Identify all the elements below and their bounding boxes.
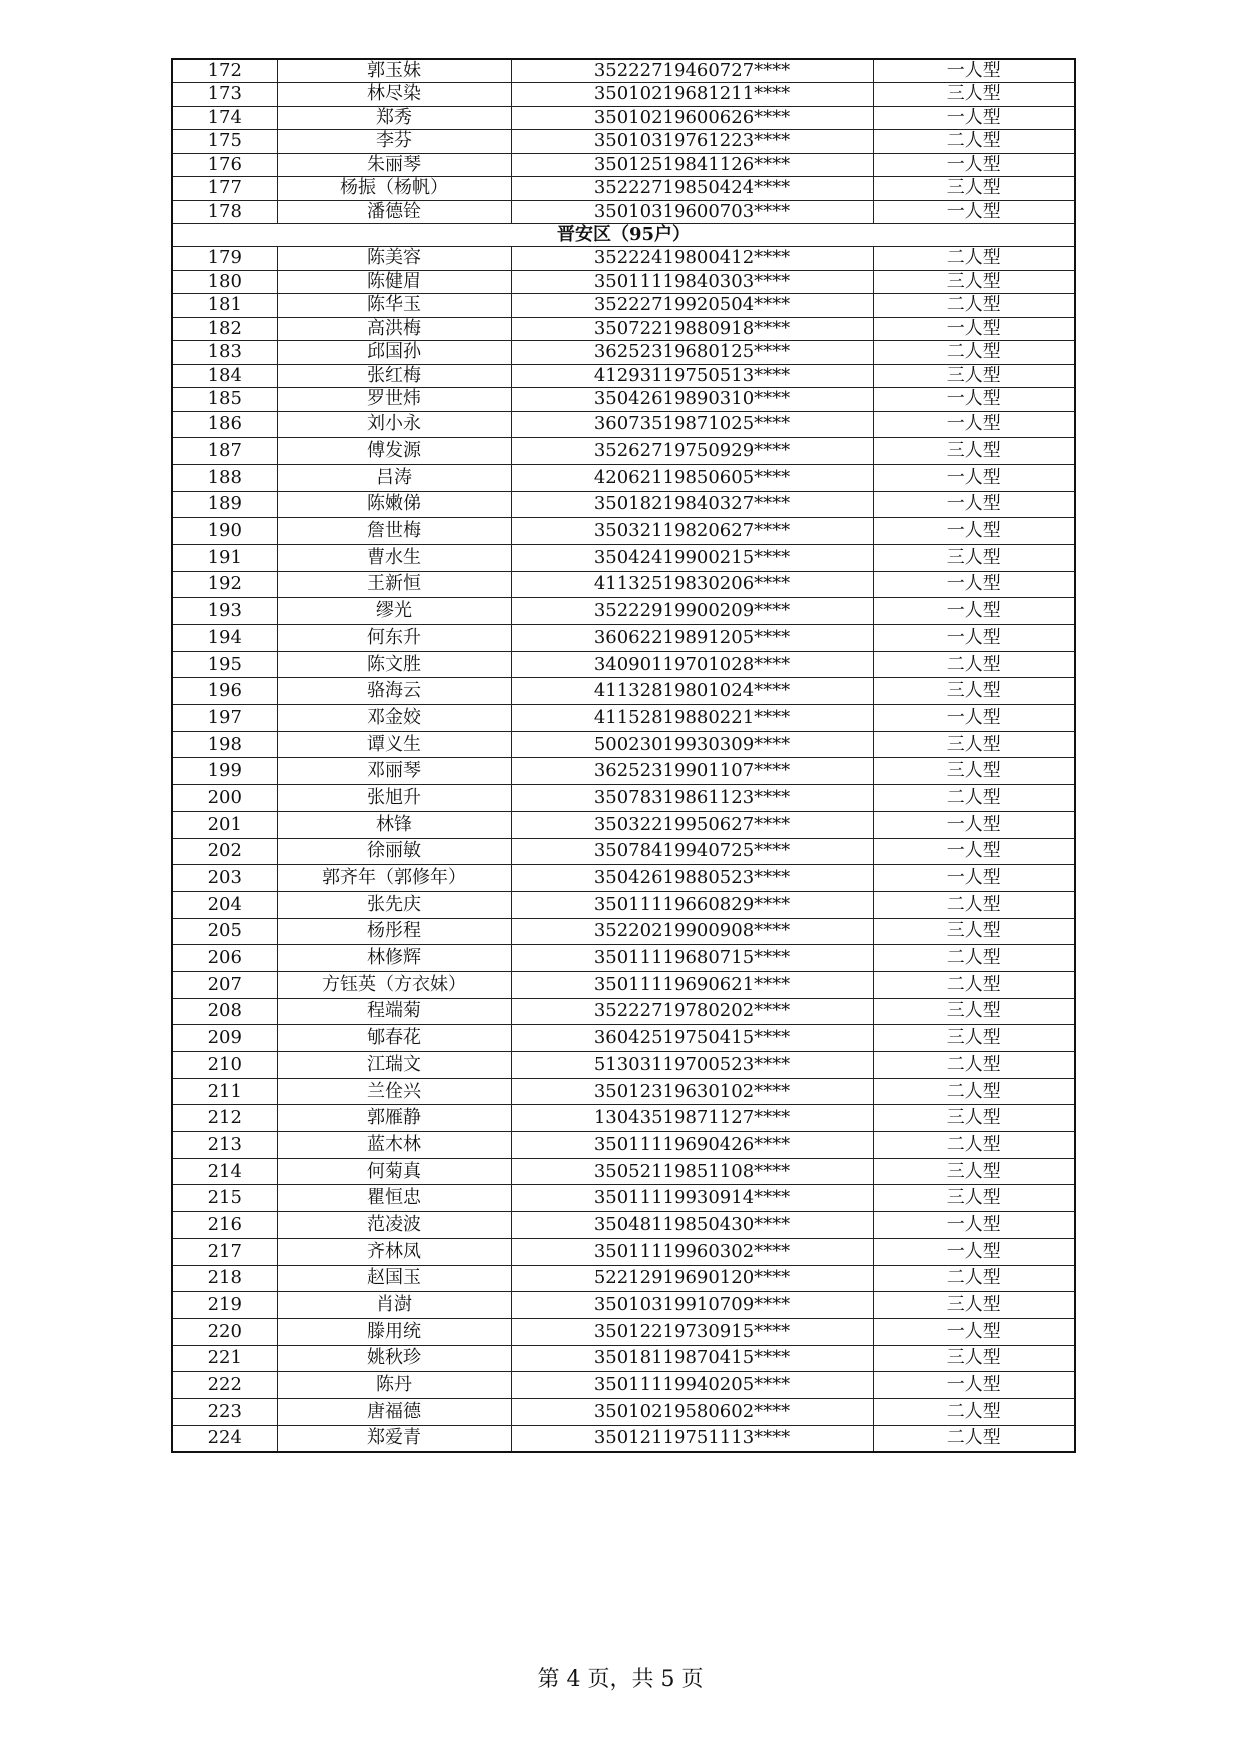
row-household-type: 一人型 (873, 518, 1075, 545)
row-household-type: 三人型 (873, 998, 1075, 1025)
row-name: 李芬 (277, 130, 511, 154)
row-number: 199 (172, 758, 277, 785)
row-id-number: 35220219900908**** (511, 918, 873, 945)
roster-body (172, 59, 1075, 1452)
row-id-number: 35032119820627**** (511, 518, 873, 545)
row-id-number: 35011119680715**** (511, 945, 873, 972)
row-id-number: 35012319630102**** (511, 1078, 873, 1105)
table-row (172, 411, 1075, 438)
row-household-type: 三人型 (873, 438, 1075, 465)
row-household-type: 一人型 (873, 200, 1075, 224)
row-household-type: 二人型 (873, 945, 1075, 972)
row-id-number: 35012519841126**** (511, 153, 873, 177)
row-name: 陈文胜 (277, 651, 511, 678)
row-name: 郭玉妹 (277, 59, 511, 83)
row-household-type: 一人型 (873, 1212, 1075, 1239)
row-name: 何菊真 (277, 1158, 511, 1185)
row-number: 209 (172, 1025, 277, 1052)
row-number: 194 (172, 625, 277, 652)
row-household-type: 一人型 (873, 598, 1075, 625)
row-number: 186 (172, 411, 277, 438)
row-number: 178 (172, 200, 277, 224)
row-id-number: 35042619890310**** (511, 388, 873, 412)
row-number: 193 (172, 598, 277, 625)
row-id-number: 36042519750415**** (511, 1025, 873, 1052)
row-household-type: 二人型 (873, 1052, 1075, 1079)
row-household-type: 一人型 (873, 464, 1075, 491)
row-name: 郇春花 (277, 1025, 511, 1052)
table-row (172, 678, 1075, 705)
row-id-number: 35011119940205**** (511, 1372, 873, 1399)
row-id-number: 35262719750929**** (511, 438, 873, 465)
row-household-type: 二人型 (873, 1425, 1075, 1452)
row-id-number: 35010219600626**** (511, 106, 873, 130)
table-row (172, 1052, 1075, 1079)
row-name: 陈丹 (277, 1372, 511, 1399)
row-id-number: 35032219950627**** (511, 811, 873, 838)
table-row (172, 177, 1075, 201)
row-name: 曹水生 (277, 544, 511, 571)
row-name: 林锋 (277, 811, 511, 838)
row-name: 缪光 (277, 598, 511, 625)
table-row (172, 200, 1075, 224)
row-id-number: 52212919690120**** (511, 1265, 873, 1292)
row-number: 190 (172, 518, 277, 545)
row-id-number: 35018219840327**** (511, 491, 873, 518)
row-name: 程端菊 (277, 998, 511, 1025)
row-household-type: 一人型 (873, 1318, 1075, 1345)
row-id-number: 35048119850430**** (511, 1212, 873, 1239)
row-number: 204 (172, 891, 277, 918)
row-id-number: 35010319600703**** (511, 200, 873, 224)
row-name: 王新恒 (277, 571, 511, 598)
page-footer: 第 4 页，共 5 页 (537, 1667, 704, 1692)
table-row (172, 270, 1075, 294)
row-name: 骆海云 (277, 678, 511, 705)
row-id-number: 35222719920504**** (511, 294, 873, 318)
row-household-type: 二人型 (873, 1398, 1075, 1425)
table-row (172, 971, 1075, 998)
table-row (172, 838, 1075, 865)
table-row (172, 1132, 1075, 1159)
row-household-type: 二人型 (873, 1078, 1075, 1105)
table-row (172, 811, 1075, 838)
table-row (172, 758, 1075, 785)
table-row (172, 1425, 1075, 1452)
table-row (172, 153, 1075, 177)
row-name: 谭义生 (277, 731, 511, 758)
row-id-number: 35222719460727**** (511, 59, 873, 83)
table-row (172, 1078, 1075, 1105)
row-id-number: 34090119701028**** (511, 651, 873, 678)
row-household-type: 一人型 (873, 1238, 1075, 1265)
row-number: 197 (172, 705, 277, 732)
row-number: 200 (172, 785, 277, 812)
row-id-number: 35012119751113**** (511, 1425, 873, 1452)
table-row (172, 544, 1075, 571)
row-household-type: 三人型 (873, 731, 1075, 758)
row-name: 罗世炜 (277, 388, 511, 412)
row-household-type: 一人型 (873, 571, 1075, 598)
row-name: 肖澍 (277, 1292, 511, 1319)
row-id-number: 35072219880918**** (511, 317, 873, 341)
row-household-type: 二人型 (873, 1132, 1075, 1159)
row-household-type: 一人型 (873, 388, 1075, 412)
row-name: 高洪梅 (277, 317, 511, 341)
row-id-number: 35011119960302**** (511, 1238, 873, 1265)
table-row (172, 651, 1075, 678)
section-title: 晋安区（95户） (172, 224, 1075, 247)
table-row (172, 865, 1075, 892)
row-id-number: 13043519871127**** (511, 1105, 873, 1132)
row-name: 林尽染 (277, 83, 511, 107)
table-row (172, 918, 1075, 945)
row-household-type: 二人型 (873, 971, 1075, 998)
row-id-number: 35078419940725**** (511, 838, 873, 865)
row-name: 张先庆 (277, 891, 511, 918)
row-number: 220 (172, 1318, 277, 1345)
row-name: 杨振（杨帆） (277, 177, 511, 201)
row-name: 徐丽敏 (277, 838, 511, 865)
table-row (172, 998, 1075, 1025)
row-household-type: 一人型 (873, 838, 1075, 865)
table-row (172, 438, 1075, 465)
table-row (172, 317, 1075, 341)
row-name: 蓝木林 (277, 1132, 511, 1159)
row-name: 朱丽琴 (277, 153, 511, 177)
row-name: 唐福德 (277, 1398, 511, 1425)
row-number: 208 (172, 998, 277, 1025)
row-number: 207 (172, 971, 277, 998)
table-row (172, 1025, 1075, 1052)
row-number: 191 (172, 544, 277, 571)
table-row (172, 945, 1075, 972)
row-household-type: 一人型 (873, 865, 1075, 892)
row-id-number: 36073519871025**** (511, 411, 873, 438)
row-id-number: 35011119660829**** (511, 891, 873, 918)
table-row (172, 130, 1075, 154)
row-name: 陈华玉 (277, 294, 511, 318)
row-id-number: 42062119850605**** (511, 464, 873, 491)
row-household-type: 三人型 (873, 918, 1075, 945)
table-row (172, 1265, 1075, 1292)
row-number: 175 (172, 130, 277, 154)
row-number: 203 (172, 865, 277, 892)
table-row (172, 571, 1075, 598)
table-row (172, 364, 1075, 388)
row-household-type: 三人型 (873, 1158, 1075, 1185)
row-household-type: 一人型 (873, 317, 1075, 341)
row-number: 196 (172, 678, 277, 705)
row-id-number: 35011119930914**** (511, 1185, 873, 1212)
row-name: 傅发源 (277, 438, 511, 465)
row-name: 刘小永 (277, 411, 511, 438)
table-row (172, 464, 1075, 491)
row-household-type: 一人型 (873, 411, 1075, 438)
row-id-number: 41132519830206**** (511, 571, 873, 598)
row-id-number: 41152819880221**** (511, 705, 873, 732)
row-id-number: 35018119870415**** (511, 1345, 873, 1372)
row-id-number: 35010319910709**** (511, 1292, 873, 1319)
row-number: 187 (172, 438, 277, 465)
row-id-number: 35222419800412**** (511, 247, 873, 271)
row-household-type: 三人型 (873, 83, 1075, 107)
row-household-type: 三人型 (873, 1105, 1075, 1132)
row-household-type: 三人型 (873, 177, 1075, 201)
row-name: 郭雁静 (277, 1105, 511, 1132)
table-row (172, 1292, 1075, 1319)
row-household-type: 一人型 (873, 106, 1075, 130)
row-name: 吕涛 (277, 464, 511, 491)
table-row (172, 1318, 1075, 1345)
row-name: 邱国孙 (277, 341, 511, 365)
row-household-type: 二人型 (873, 1265, 1075, 1292)
row-number: 179 (172, 247, 277, 271)
section-header-row (172, 224, 1075, 247)
row-number: 184 (172, 364, 277, 388)
row-household-type: 一人型 (873, 59, 1075, 83)
row-number: 222 (172, 1372, 277, 1399)
row-number: 224 (172, 1425, 277, 1452)
row-id-number: 41293119750513**** (511, 364, 873, 388)
table-row (172, 891, 1075, 918)
table-row (172, 1345, 1075, 1372)
row-number: 219 (172, 1292, 277, 1319)
row-name: 何东升 (277, 625, 511, 652)
row-id-number: 36252319680125**** (511, 341, 873, 365)
row-number: 192 (172, 571, 277, 598)
row-id-number: 35222919900209**** (511, 598, 873, 625)
row-household-type: 一人型 (873, 153, 1075, 177)
row-id-number: 35222719780202**** (511, 998, 873, 1025)
row-household-type: 一人型 (873, 491, 1075, 518)
row-name: 郑秀 (277, 106, 511, 130)
row-household-type: 一人型 (873, 705, 1075, 732)
row-number: 217 (172, 1238, 277, 1265)
row-name: 张旭升 (277, 785, 511, 812)
table-row (172, 341, 1075, 365)
row-household-type: 三人型 (873, 678, 1075, 705)
table-row (172, 59, 1075, 83)
roster-table (171, 58, 1076, 1453)
row-id-number: 41132819801024**** (511, 678, 873, 705)
row-number: 173 (172, 83, 277, 107)
row-household-type: 二人型 (873, 785, 1075, 812)
row-id-number: 35011119690426**** (511, 1132, 873, 1159)
table-row (172, 83, 1075, 107)
row-number: 215 (172, 1185, 277, 1212)
row-household-type: 二人型 (873, 130, 1075, 154)
row-name: 齐林凤 (277, 1238, 511, 1265)
row-household-type: 三人型 (873, 1292, 1075, 1319)
table-row (172, 1212, 1075, 1239)
row-household-type: 一人型 (873, 625, 1075, 652)
row-household-type: 三人型 (873, 1185, 1075, 1212)
row-number: 189 (172, 491, 277, 518)
row-number: 176 (172, 153, 277, 177)
row-id-number: 35011119690621**** (511, 971, 873, 998)
row-household-type: 三人型 (873, 270, 1075, 294)
table-row (172, 388, 1075, 412)
row-name: 范凌波 (277, 1212, 511, 1239)
row-name: 潘德铨 (277, 200, 511, 224)
table-row (172, 625, 1075, 652)
row-household-type: 三人型 (873, 758, 1075, 785)
table-row (172, 491, 1075, 518)
row-number: 174 (172, 106, 277, 130)
table-row (172, 247, 1075, 271)
row-id-number: 35012219730915**** (511, 1318, 873, 1345)
row-household-type: 三人型 (873, 364, 1075, 388)
row-name: 杨彤程 (277, 918, 511, 945)
row-id-number: 50023019930309**** (511, 731, 873, 758)
row-number: 185 (172, 388, 277, 412)
row-id-number: 35078319861123**** (511, 785, 873, 812)
row-number: 198 (172, 731, 277, 758)
row-id-number: 35042619880523**** (511, 865, 873, 892)
row-number: 210 (172, 1052, 277, 1079)
table-row (172, 106, 1075, 130)
row-name: 姚秋珍 (277, 1345, 511, 1372)
row-number: 181 (172, 294, 277, 318)
row-number: 212 (172, 1105, 277, 1132)
row-household-type: 二人型 (873, 651, 1075, 678)
row-name: 邓金姣 (277, 705, 511, 732)
row-number: 201 (172, 811, 277, 838)
row-household-type: 三人型 (873, 544, 1075, 571)
row-name: 郑爱青 (277, 1425, 511, 1452)
row-id-number: 36252319901107**** (511, 758, 873, 785)
row-name: 方钰英（方衣妹） (277, 971, 511, 998)
row-number: 214 (172, 1158, 277, 1185)
row-id-number: 35010319761223**** (511, 130, 873, 154)
row-name: 詹世梅 (277, 518, 511, 545)
row-number: 221 (172, 1345, 277, 1372)
row-household-type: 一人型 (873, 1372, 1075, 1399)
row-name: 张红梅 (277, 364, 511, 388)
row-number: 188 (172, 464, 277, 491)
row-number: 218 (172, 1265, 277, 1292)
table-row (172, 705, 1075, 732)
row-name: 滕用统 (277, 1318, 511, 1345)
row-id-number: 36062219891205**** (511, 625, 873, 652)
table-row (172, 785, 1075, 812)
table-row (172, 1398, 1075, 1425)
row-number: 211 (172, 1078, 277, 1105)
row-id-number: 35222719850424**** (511, 177, 873, 201)
row-name: 陈健眉 (277, 270, 511, 294)
row-household-type: 三人型 (873, 1025, 1075, 1052)
row-id-number: 51303119700523**** (511, 1052, 873, 1079)
table-row (172, 1238, 1075, 1265)
row-name: 兰佺兴 (277, 1078, 511, 1105)
row-number: 177 (172, 177, 277, 201)
table-row (172, 598, 1075, 625)
row-name: 陈嫩俤 (277, 491, 511, 518)
table-row (172, 731, 1075, 758)
row-household-type: 二人型 (873, 294, 1075, 318)
row-household-type: 二人型 (873, 891, 1075, 918)
row-number: 195 (172, 651, 277, 678)
row-name: 林修辉 (277, 945, 511, 972)
row-household-type: 二人型 (873, 247, 1075, 271)
table-row (172, 1372, 1075, 1399)
row-number: 223 (172, 1398, 277, 1425)
row-number: 205 (172, 918, 277, 945)
row-household-type: 二人型 (873, 341, 1075, 365)
row-number: 216 (172, 1212, 277, 1239)
table-row (172, 1105, 1075, 1132)
row-household-type: 三人型 (873, 1345, 1075, 1372)
row-id-number: 35042419900215**** (511, 544, 873, 571)
row-id-number: 35010219681211**** (511, 83, 873, 107)
row-number: 206 (172, 945, 277, 972)
row-id-number: 35052119851108**** (511, 1158, 873, 1185)
row-id-number: 35011119840303**** (511, 270, 873, 294)
row-number: 202 (172, 838, 277, 865)
table-row (172, 1158, 1075, 1185)
row-name: 赵国玉 (277, 1265, 511, 1292)
row-number: 213 (172, 1132, 277, 1159)
row-number: 172 (172, 59, 277, 83)
table-row (172, 1185, 1075, 1212)
row-name: 江瑞文 (277, 1052, 511, 1079)
row-name: 陈美容 (277, 247, 511, 271)
row-number: 182 (172, 317, 277, 341)
row-id-number: 35010219580602**** (511, 1398, 873, 1425)
row-name: 邓丽琴 (277, 758, 511, 785)
table-row (172, 294, 1075, 318)
row-number: 180 (172, 270, 277, 294)
row-name: 瞿恒忠 (277, 1185, 511, 1212)
row-name: 郭齐年（郭修年） (277, 865, 511, 892)
table-row (172, 518, 1075, 545)
row-household-type: 一人型 (873, 811, 1075, 838)
row-number: 183 (172, 341, 277, 365)
